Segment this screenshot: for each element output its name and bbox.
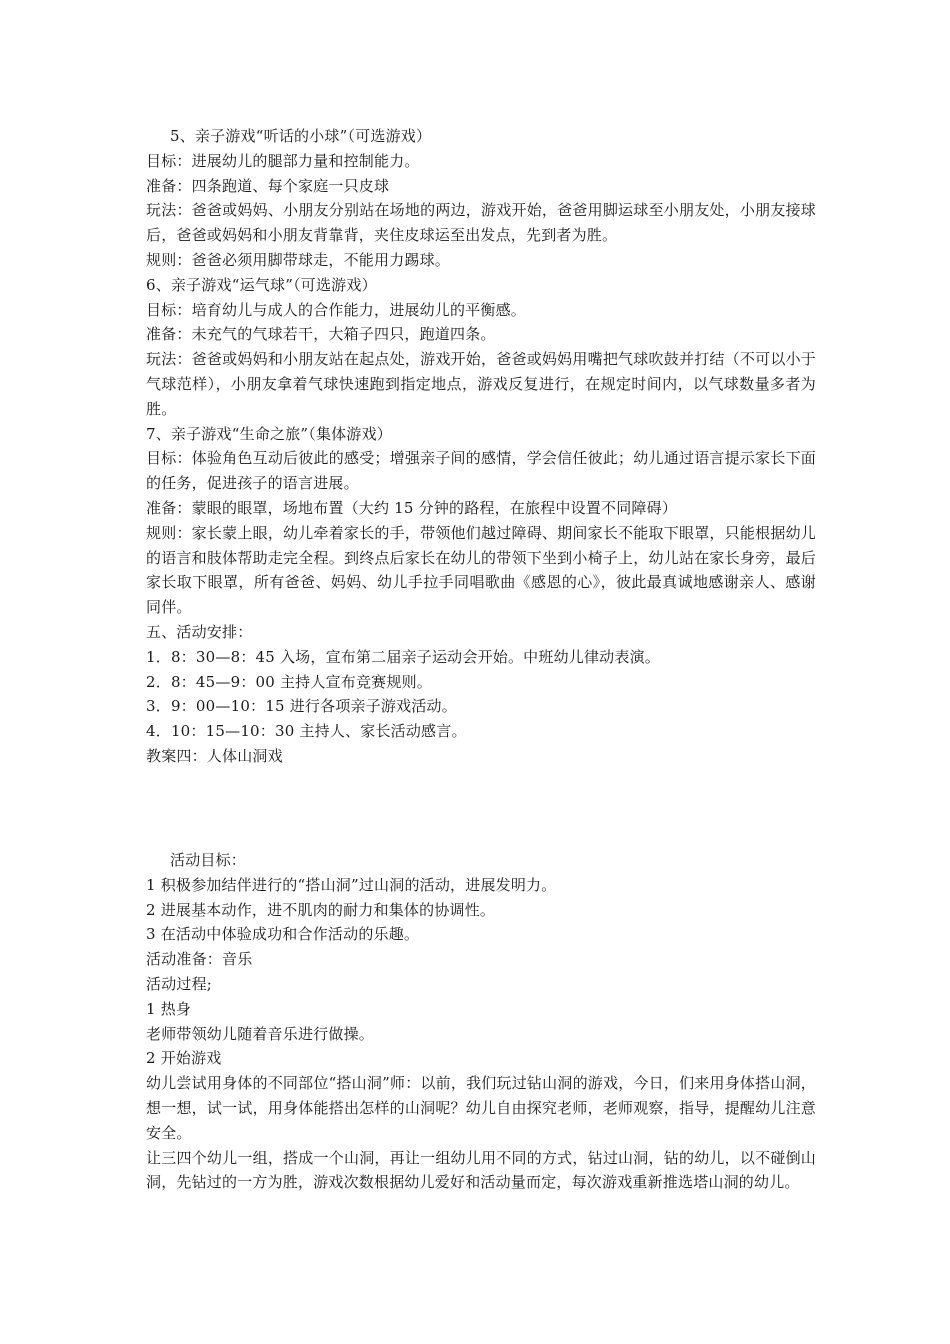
game5-heading: 5、亲子游戏“听话的小球”（可选游戏） (170, 127, 432, 145)
schedule-item: 4．10：15—10：30 主持人、家长活动感言。 (146, 722, 467, 741)
activity-goal-item: 1 积极参加结伴进行的“搭山洞”过山洞的活动，进展发明力。 (146, 875, 557, 894)
game7-preparation: 准备：蒙眼的眼罩，场地布置（大约 15 分钟的路程，在旅程中设置不同障碍） (146, 498, 678, 517)
game7-goal: 目标：体验角色互动后彼此的感受；增强亲子间的感情，学会信任彼此；幼儿通过语言提示家长下面的任务，促进孩子的语言进展。 (146, 449, 816, 493)
game5-rules: 规则：爸爸必须用脚带球走，不能用力踢球。 (146, 250, 451, 269)
activity-preparation: 活动准备：音乐 (146, 950, 253, 969)
game5-preparation: 准备：四条跑道、每个家庭一只皮球 (146, 176, 390, 195)
schedule-heading: 五、活动安排： (146, 622, 253, 641)
step-warmup-text: 老师带领幼儿随着音乐进行做操。 (146, 1024, 375, 1043)
game6-method: 玩法：爸爸或妈妈和小朋友站在起点处，游戏开始，爸爸或妈妈用嘴把气球吹鼓并打结（不可以小于气球范样），小朋友拿着气球快速跑到指定地点，游戏反复进行，在规定时间内，以气球数量多者为胜。 (146, 350, 816, 418)
step-game-rules: 让三四个幼儿一组，搭成一个山洞，再让一组幼儿用不同的方式，钻过山洞，钻的幼儿，以不碰倒山洞，先钻过的一方为胜，游戏次数根据幼儿爱好和活动量而定，每次游戏重新推选塔山洞的幼儿。 (146, 1148, 816, 1192)
step-warmup-heading: 1 热身 (146, 999, 192, 1018)
activity-process-heading: 活动过程; (146, 974, 213, 993)
game6-preparation: 准备：未充气的气球若干，大箱子四只，跑道四条。 (146, 325, 496, 344)
schedule-item: 1．8：30—8：45 入场，宣布第二届亲子运动会开始。中班幼儿律动表演。 (146, 647, 660, 666)
section-cave-game (146, 848, 816, 1195)
game5-goal: 目标：进展幼儿的腿部力量和控制能力。 (146, 151, 420, 170)
activity-goals-heading: 活动目标： (170, 851, 247, 869)
game6-heading: 6、亲子游戏“运气球”（可选游戏） (146, 275, 377, 294)
activity-goal-item: 2 进展基本动作，进不肌肉的耐力和集体的协调性。 (146, 900, 496, 919)
activity-goal-item: 3 在活动中体验成功和合作活动的乐趣。 (146, 925, 420, 944)
game7-heading: 7、亲子游戏“生命之旅”（集体游戏） (146, 424, 392, 443)
game6-goal: 目标：培育幼儿与成人的合作能力，进展幼儿的平衡感。 (146, 300, 527, 319)
game5-method: 玩法：爸爸或妈妈、小朋友分别站在场地的两边，游戏开始，爸爸用脚运球至小朋友处，小朋友接球后，爸爸或妈妈和小朋友背靠背，夹住皮球运至出发点，先到者为胜。 (146, 201, 816, 245)
lesson-plan-title: 教案四：人体山洞戏 (146, 746, 283, 765)
schedule-item: 2．8：45—9：00 主持人宣布竞赛规则。 (146, 672, 432, 691)
game7-rules: 规则：家长蒙上眼，幼儿牵着家长的手，带领他们越过障碍、期间家长不能取下眼罩，只能根据幼儿的语言和肢体帮助走完全程。到终点后家长在幼儿的带领下坐到小椅子上，幼儿站在家长身旁，最后家长取下眼罩，所有爸爸、妈妈、幼儿手拉手同唱歌曲《感恩的心》，彼此最真诚地感谢亲人、感谢同伴。 (146, 523, 816, 617)
schedule-item: 3．9：00—10：15 进行各项亲子游戏活动。 (146, 697, 457, 716)
step-game-text: 幼儿尝试用身体的不同部位“搭山洞”师：以前，我们玩过钻山洞的游戏，今日，们来用身体搭山洞，想一想，试一试，用身体能搭出怎样的山洞呢？幼儿自由探究老师，老师观察，指导，提醒幼儿注意安全。 (146, 1074, 816, 1142)
step-game-heading: 2 开始游戏 (146, 1049, 222, 1068)
section-sports-games (146, 124, 816, 769)
